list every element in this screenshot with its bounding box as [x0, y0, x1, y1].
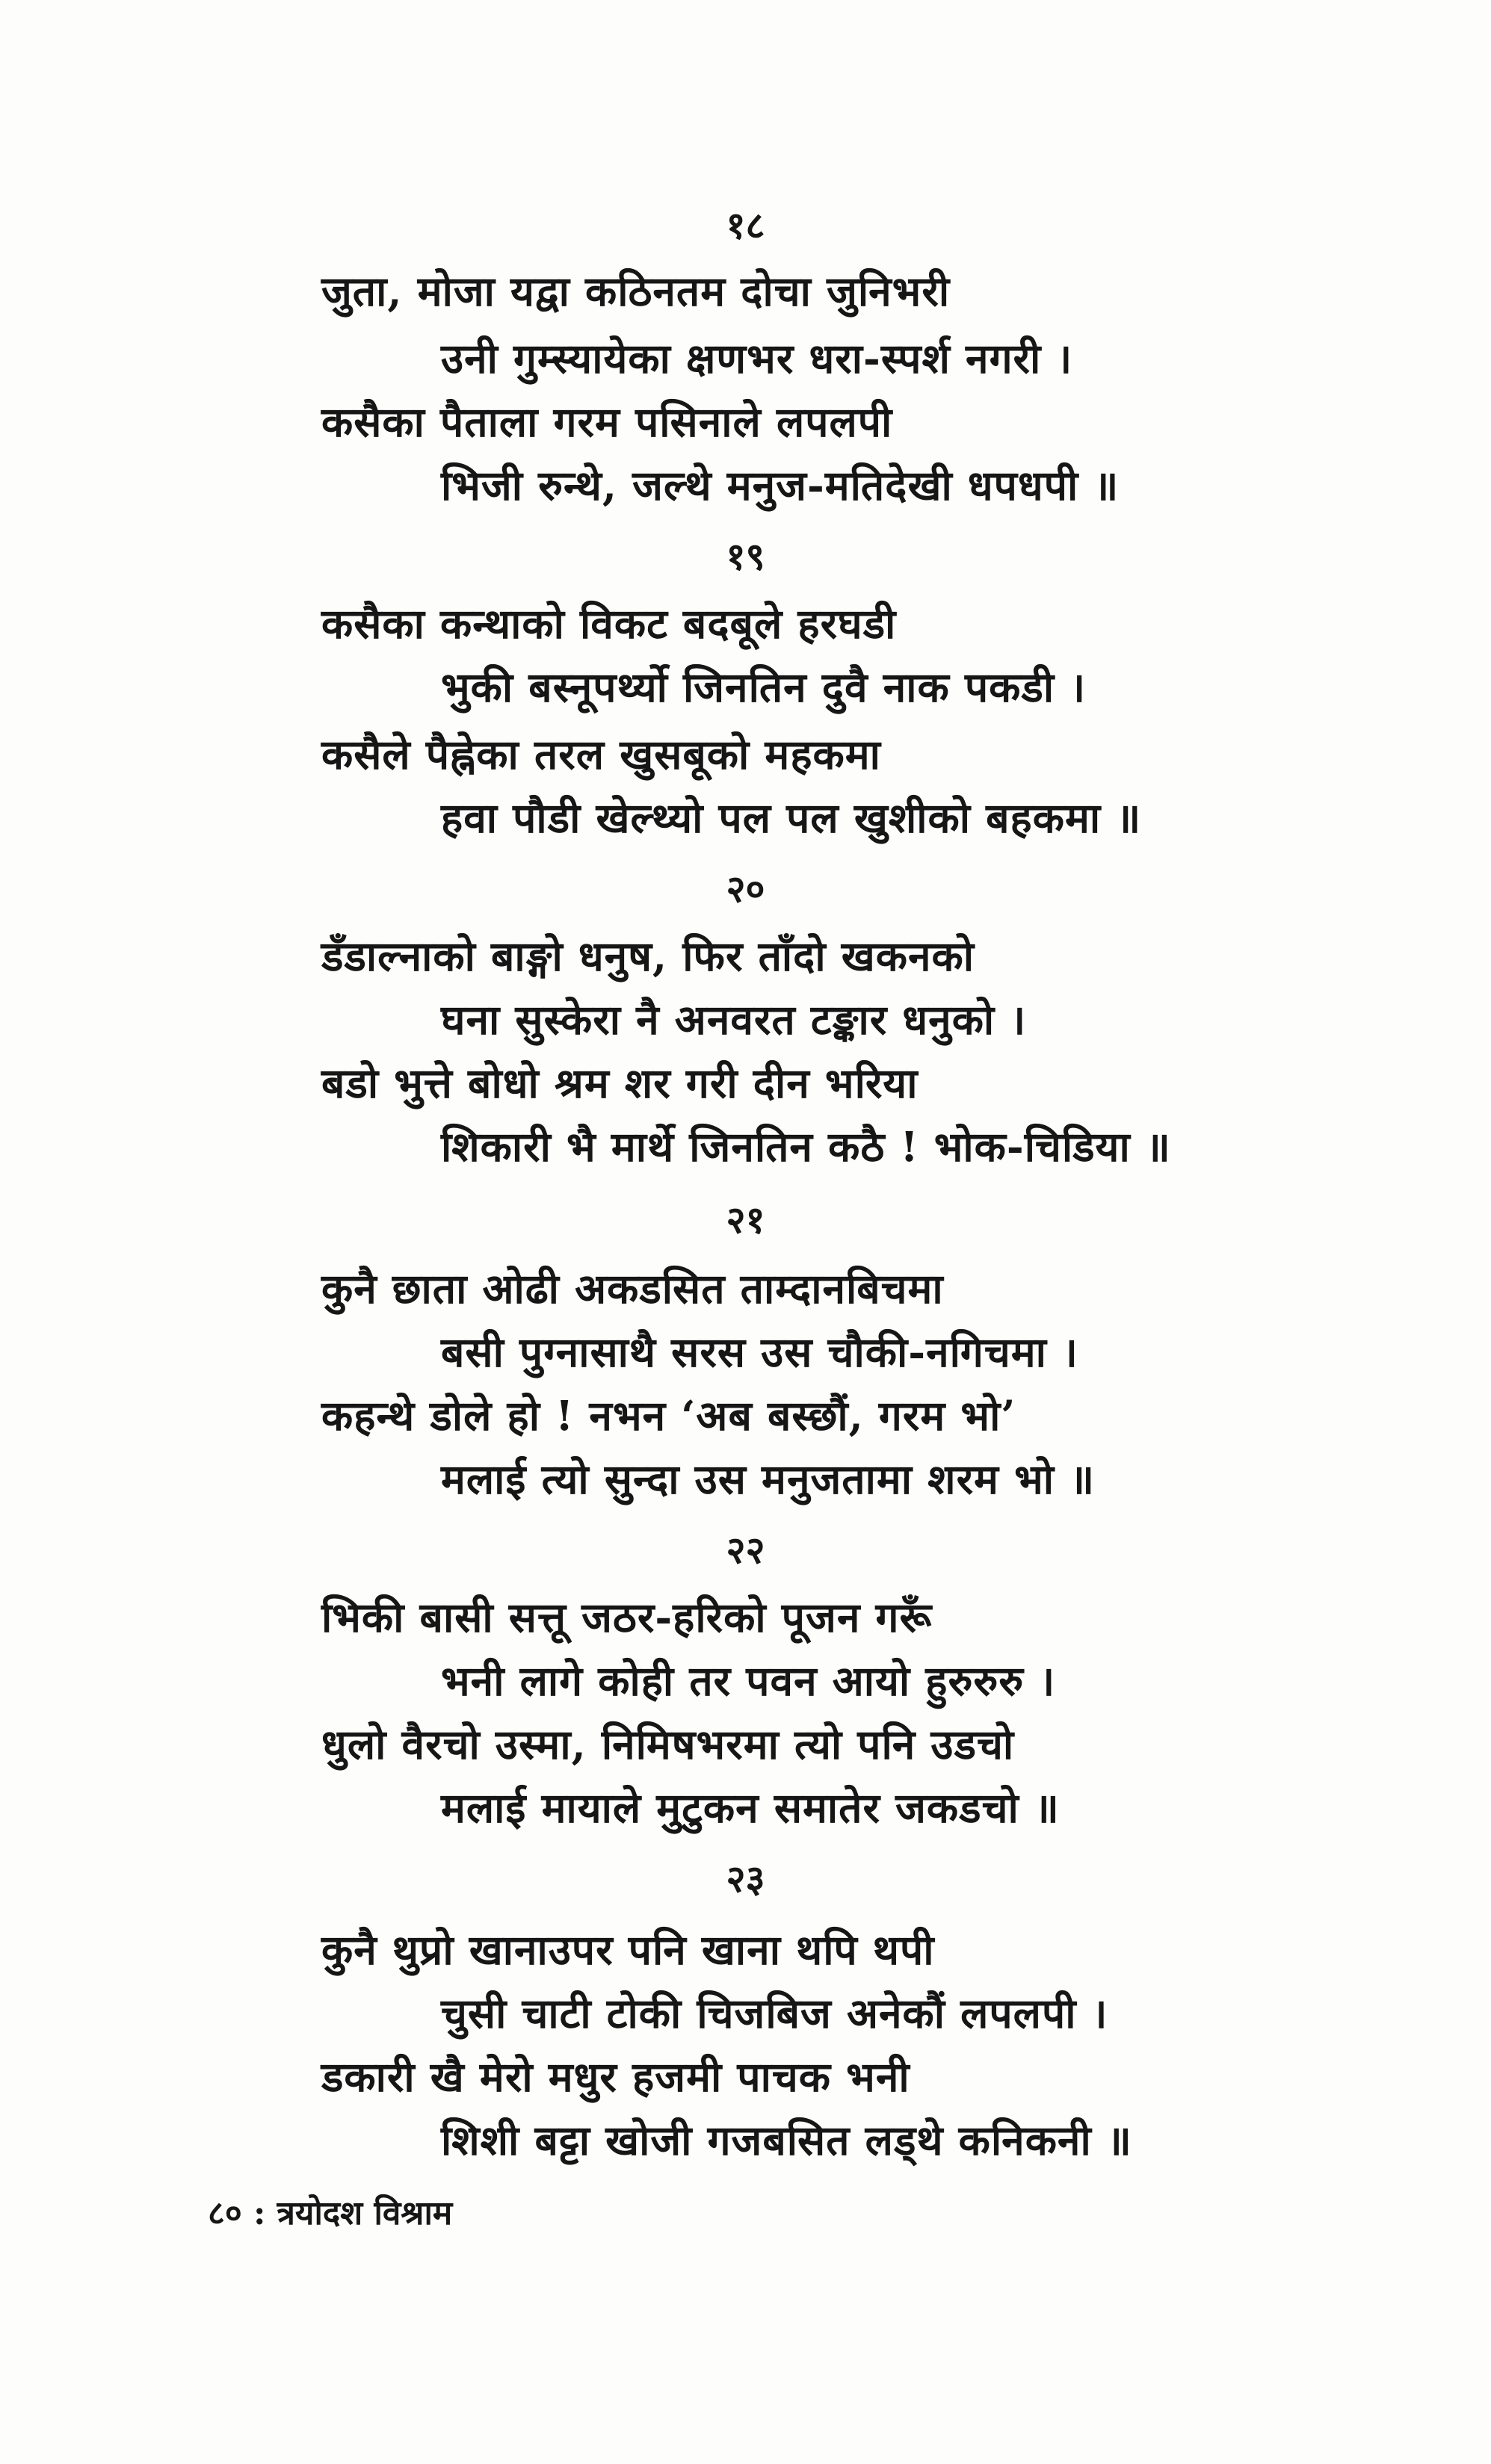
verse-line: भिकी बासी सत्तू जठर-हरिको पूजन गरूँ	[321, 1593, 933, 1641]
verse-line: चुसी चाटी टोकी चिजबिज अनेकौं लपलपी ।	[441, 1989, 1108, 2037]
stanza-number: १९	[726, 534, 765, 578]
verse-line: घना सुस्केरा नै अनवरत टङ्कार धनुको ।	[441, 995, 1027, 1044]
page-footer: ८० : त्रयोदश विश्राम	[208, 2194, 453, 2232]
stanza-number: २०	[726, 867, 765, 911]
verse-line: हवा पौडी खेल्थ्यो पल पल खुशीको बहकमा ॥	[441, 793, 1142, 842]
stanza-number: २३	[726, 1857, 765, 1901]
verse-line: भुकी बस्नूपर्थ्यो जिनतिन दुवै नाक पकडी ।	[441, 663, 1087, 711]
stanza-number: १८	[726, 203, 765, 247]
verse-line: उनी गुम्स्यायेका क्षणभर धरा-स्पर्श नगरी ।	[441, 334, 1073, 383]
verse-line: डँडाल्नाको बाङ्गो धनुष, फिर ताँदो खकनको	[321, 932, 975, 980]
verse-line: धुलो वैरचो उस्मा, निमिषभरमा त्यो पनि उडचो	[321, 1720, 1015, 1768]
verse-line: भनी लागे कोही तर पवन आयो हुरुरुरु ।	[441, 1656, 1056, 1705]
verse-line: कुनै थुप्रो खानाउपर पनि खाना थपि थपी	[321, 1925, 935, 1974]
verse-line: कसैका कन्थाको विकट बदबूले हरघडी	[321, 599, 897, 648]
verse-line: शिकारी भै मार्थे जिनतिन कठै ! भोक-चिडिया ॥	[441, 1122, 1171, 1171]
verse-line: कहन्थे डोले हो ! नभन ‘अब बस्छौं, गरम भो’	[321, 1391, 1016, 1440]
verse-line: कुनै छाता ओढी अकडसित ताम्दानबिचमा	[321, 1264, 944, 1313]
verse-line: जुता, मोजा यद्वा कठिनतम दोचा जुनिभरी	[321, 267, 951, 315]
verse-line: भिजी रुन्थे, जल्थे मनुज-मतिदेखी धपधपी ॥	[441, 461, 1120, 510]
stanza-number: २१	[726, 1198, 765, 1242]
verse-line: मलाई मायाले मुटुकन समातेर जकडचो ॥	[441, 1783, 1060, 1832]
verse-line: शिशी बट्टा खोजी गजबसित लड्थे कनिकनी ॥	[441, 2116, 1132, 2164]
verse-line: डकारी खै मेरो मधुर हजमी पाचक भनी	[321, 2052, 910, 2101]
verse-line: कसैले पैह्नेका तरल खुसबूको महकमा	[321, 730, 881, 778]
verse-line: मलाई त्यो सुन्दा उस मनुजतामा शरम भो ॥	[441, 1455, 1096, 1503]
verse-line: बडो भुत्ते बोधो श्रम शर गरी दीन भरिया	[321, 1059, 919, 1107]
verse-line: कसैका पैताला गरम पसिनाले लपलपी	[321, 397, 893, 446]
stanza-number: २२	[726, 1528, 765, 1572]
verse-line: बसी पुग्नासाथै सरस उस चौकी-नगिचमा ।	[441, 1328, 1078, 1376]
